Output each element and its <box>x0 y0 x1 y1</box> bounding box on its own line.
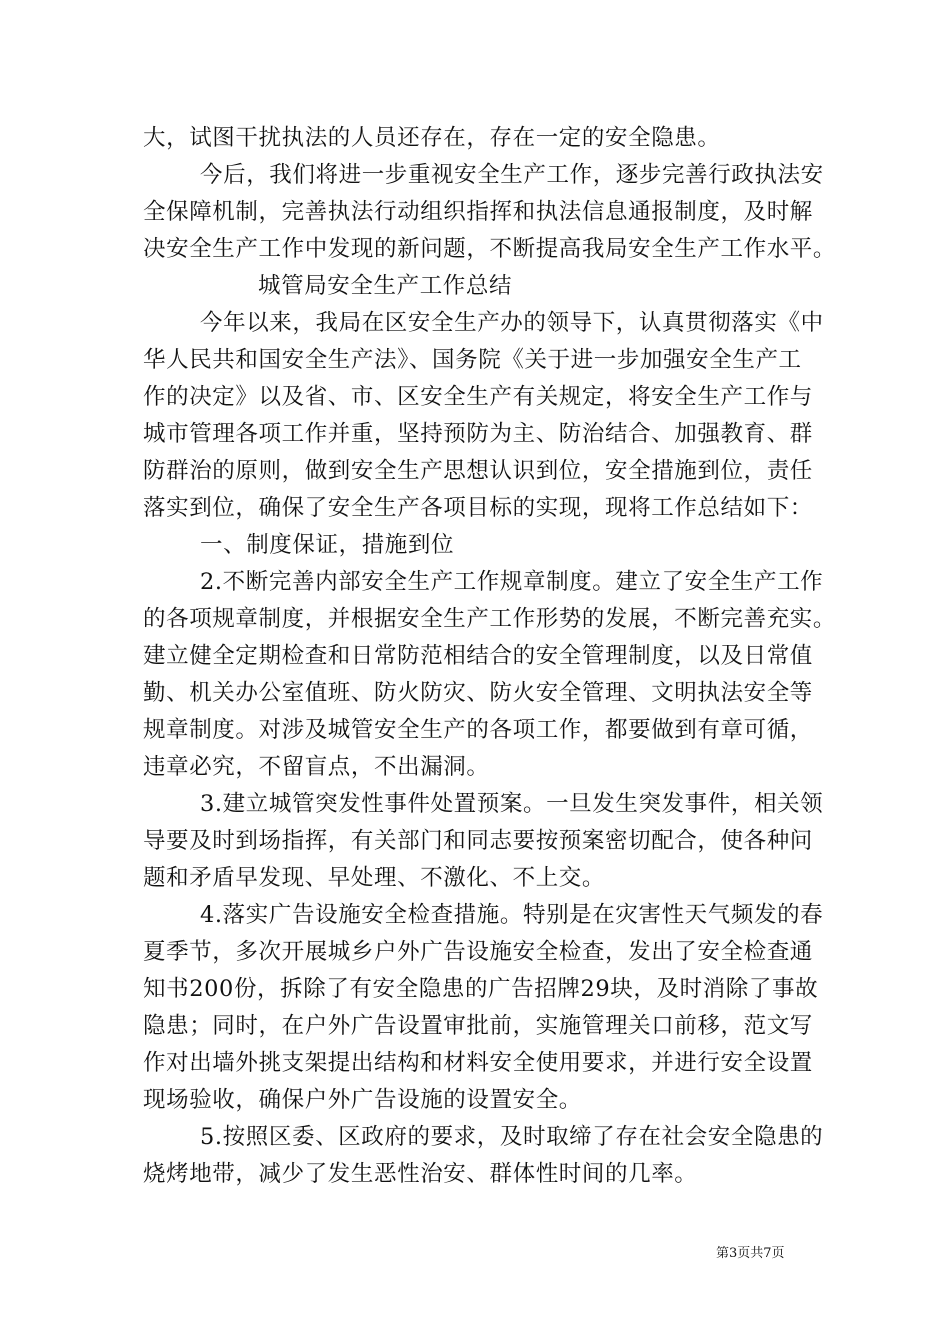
text-line: 5.按照区委、区政府的要求，及时取缔了存在社会安全隐患的 <box>200 1124 824 1150</box>
text-line: 决安全生产工作中发现的新问题，不断提高我局安全生产工作水平。 <box>143 236 837 262</box>
text-line: 违章必究，不留盲点，不出漏洞。 <box>143 754 490 780</box>
text-line: 作的决定》以及省、市、区安全生产有关规定，将安全生产工作与 <box>143 384 813 410</box>
text-line: 华人民共和国安全生产法》、国务院《关于进一步加强安全生产工 <box>143 347 802 373</box>
text-line: 隐患；同时，在户外广告设置审批前，实施管理关口前移，范文写 <box>143 1013 813 1039</box>
text-line: 防群治的原则，做到安全生产思想认识到位，安全措施到位，责任 <box>143 458 813 484</box>
text-line: 知书200份，拆除了有安全隐患的广告招牌29块，及时消除了事故 <box>143 976 819 1002</box>
text-line: 夏季节，多次开展城乡户外广告设施安全检查，发出了安全检查通 <box>143 939 813 965</box>
text-line: 烧烤地带，减少了发生恶性治安、群体性时间的几率。 <box>143 1161 698 1187</box>
text-line: 全保障机制，完善执法行动组织指挥和执法信息通报制度，及时解 <box>143 199 813 225</box>
text-line: 城市管理各项工作并重，坚持预防为主、防治结合、加强教育、群 <box>143 421 813 447</box>
text-line: 建立健全定期检查和日常防范相结合的安全管理制度，以及日常值 <box>143 643 813 669</box>
text-line: 2.不断完善内部安全生产工作规章制度。建立了安全生产工作 <box>200 569 824 595</box>
text-line: 今年以来，我局在区安全生产办的领导下，认真贯彻落实《中 <box>200 310 824 336</box>
text-line: 作对出墙外挑支架提出结构和材料安全使用要求，并进行安全设置 <box>143 1050 813 1076</box>
text-line: 现场验收，确保户外广告设施的设置安全。 <box>143 1087 582 1113</box>
section-title: 城管局安全生产工作总结 <box>258 273 513 299</box>
text-line: 导要及时到场指挥，有关部门和同志要按预案密切配合，使各种问 <box>143 828 813 854</box>
subheading: 一、制度保证，措施到位 <box>200 532 455 558</box>
text-line: 规章制度。对涉及城管安全生产的各项工作，都要做到有章可循， <box>143 717 813 743</box>
text-line: 大，试图干扰执法的人员还存在，存在一定的安全隐患。 <box>143 125 721 151</box>
text-line: 的各项规章制度，并根据安全生产工作形势的发展，不断完善充实。 <box>143 606 837 632</box>
page-number: 第3页共7页 <box>716 1246 785 1261</box>
text-line: 勤、机关办公室值班、防火防灾、防火安全管理、文明执法安全等 <box>143 680 813 706</box>
text-line: 落实到位，确保了安全生产各项目标的实现，现将工作总结如下： <box>143 495 813 521</box>
text-line: 今后，我们将进一步重视安全生产工作，逐步完善行政执法安 <box>200 162 824 188</box>
text-line: 3.建立城管突发性事件处置预案。一旦发生突发事件，相关领 <box>200 791 824 817</box>
text-line: 题和矛盾早发现、早处理、不激化、不上交。 <box>143 865 606 891</box>
text-line: 4.落实广告设施安全检查措施。特别是在灾害性天气频发的春 <box>200 902 824 928</box>
